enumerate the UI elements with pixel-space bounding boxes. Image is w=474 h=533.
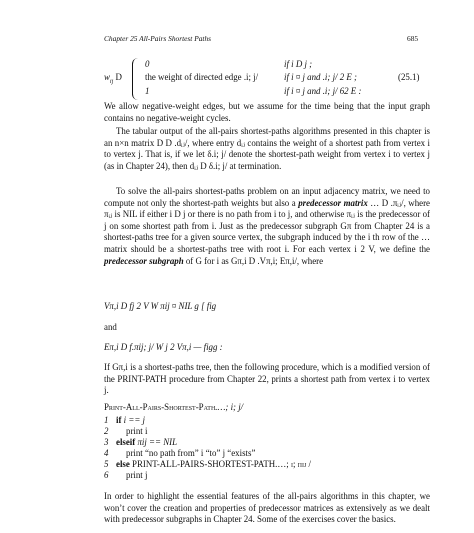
paragraph-predecessor-matrix: To solve the all-pairs shortest-paths problem on an input adjacency matrix, we need to compute not only the shortest-path weights but also a predecessor matrix … D .πᵢⱼ/, where πᵢⱼ is NIL if either i D j or there is no path from i to j, and otherwise πᵢⱼ is the predecessor of j on some shortest path from i. Just as the predecessor subgraph Gπ from Chapter 24 is a shortest-paths tree for a given source vertex, the subgraph induced by the i th row of the … matrix should be a shortest-paths tree with root i. For each vertex i 2 V, we define the predecessor subgraph of G for i as Gπ,i D .Vπ,i; Eπ,i/, where <box>104 186 430 266</box>
case-condition-2: if i ¤ j and .i; j/ 2 E ; <box>284 72 357 82</box>
term-predecessor-matrix: predecessor matrix <box>298 197 368 208</box>
case-value-3: 1 <box>145 86 150 96</box>
case-condition-1: if i D j ; <box>284 59 313 69</box>
term-predecessor-subgraph: predecessor subgraph <box>104 255 184 266</box>
case-value-2: the weight of directed edge .i; j/ <box>145 72 259 82</box>
code-line-6: 6 print j <box>104 470 148 480</box>
running-header: Chapter 25 All-Pairs Shortest Paths <box>104 34 212 43</box>
code-line-2: 2 print i <box>104 426 148 436</box>
code-line-5: 5 else PRINT-ALL-PAIRS-SHORTEST-PATH.…; i; πij / <box>104 459 311 469</box>
paragraph-closing: In order to highlight the essential features of the all-pairs algorithms in this chapter, we won’t cover the creation and properties of predecessor matrices as extensively as we dealt with predecessor subgraphs in Chapter 24. Some of the exercises cover the basics. <box>104 491 430 525</box>
paragraph-negative-weights: We allow negative-weight edges, but we assume for the time being that the input graph contains no negative-weight cycles. <box>104 101 430 123</box>
case-condition-3: if i ¤ j and .i; j/ 62 E : <box>284 86 362 96</box>
case-value-1: 0 <box>145 59 150 69</box>
code-line-1: 1 if i == j <box>104 415 145 425</box>
equation-edge-set: Eπ,i D f.πij; j/ W j 2 Vπ,i — figg : <box>104 342 223 352</box>
equation-number: (25.1) <box>398 72 420 82</box>
page-number: 685 <box>407 34 419 43</box>
code-line-4: 4 print “no path from” i “to” j “exists” <box>104 448 256 458</box>
equation-vertex-set: Vπ,i D fj 2 V W πij ¤ NIL g [ fig <box>104 301 217 311</box>
equation-lhs: $w_{ij}$ D <box>104 72 122 85</box>
and-text: and <box>104 322 117 332</box>
procedure-header: Print-All-Pairs-Shortest-Path.…; i; j/ <box>104 402 244 412</box>
paragraph-tabular-output: The tabular output of the all-pairs shortest-paths algorithms presented in this chapter is an n×n matrix D D .dᵢⱼ/, where entry dᵢⱼ contains the weight of a shortest path from vertex i to vertex j. That is, if we let δ.i; j/ denote the shortest-path weight from vertex i to vertex j (as in Chapter 24), then dᵢⱼ D δ.i; j/ at termination. <box>104 126 430 171</box>
cases-brace <box>132 58 139 100</box>
paragraph-procedure-intro: If Gπ,i is a shortest-paths tree, then the following procedure, which is a modified version of the PRINT-PATH procedure from Chapter 22, prints a shortest path from vertex i to vertex j. <box>104 362 430 396</box>
code-line-3: 3 elseif πij == NIL <box>104 437 178 447</box>
